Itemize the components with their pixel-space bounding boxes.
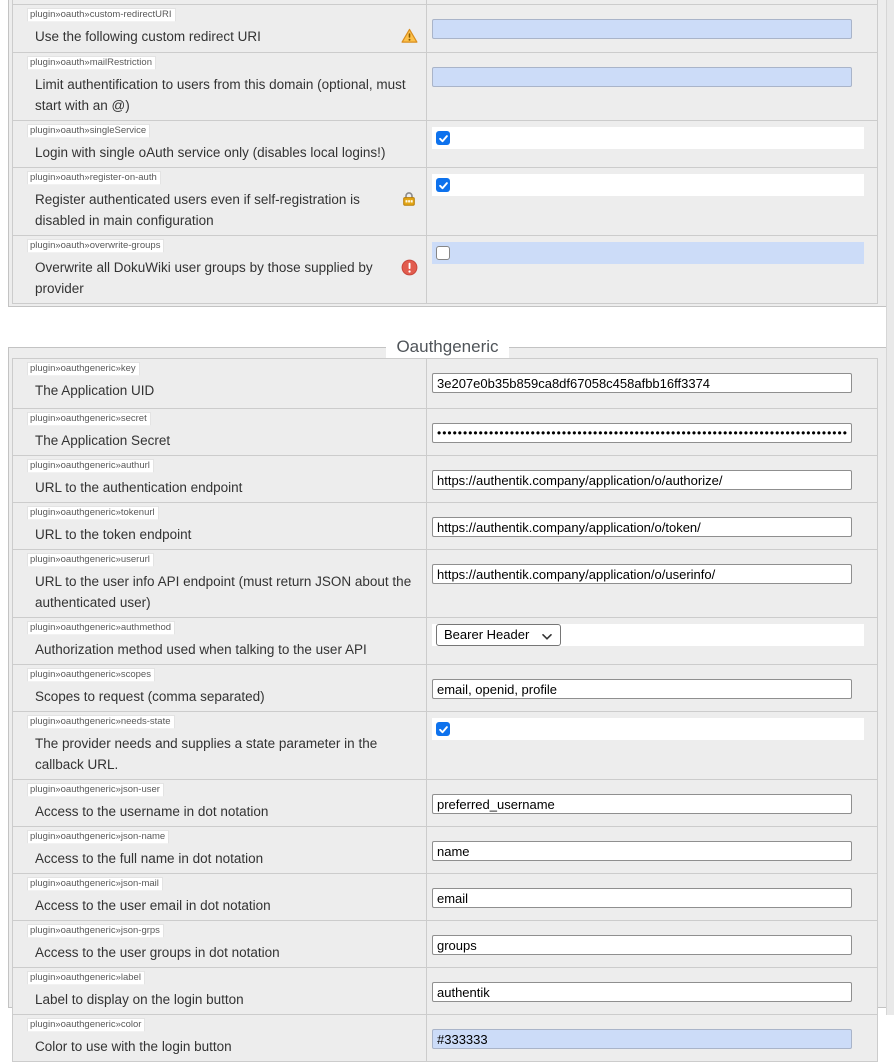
setting-label-cell bbox=[13, 5, 427, 52]
setting-select[interactable] bbox=[436, 624, 561, 646]
setting-label-cell bbox=[13, 456, 427, 502]
checkbox-strip bbox=[432, 718, 864, 740]
setting-label: Login with single oAuth service only (disables local logins!) bbox=[35, 145, 386, 160]
setting-label: Label to display on the login button bbox=[35, 992, 244, 1007]
setting-input[interactable] bbox=[432, 19, 852, 39]
setting-label-cell bbox=[13, 503, 427, 549]
setting-label-cell bbox=[13, 921, 427, 967]
setting-label: Access to the user groups in dot notation bbox=[35, 945, 280, 960]
setting-key: plugin»oauthgeneric»scopes bbox=[27, 668, 155, 682]
setting-key: plugin»oauthgeneric»color bbox=[27, 1018, 145, 1032]
setting-label: URL to the token endpoint bbox=[35, 527, 192, 542]
setting-value-cell bbox=[427, 550, 877, 617]
setting-label-cell bbox=[13, 1015, 427, 1061]
setting-row bbox=[13, 1014, 877, 1061]
chevron-down-icon bbox=[542, 628, 552, 643]
setting-input[interactable] bbox=[432, 373, 852, 393]
setting-label: Scopes to request (comma separated) bbox=[35, 689, 265, 704]
setting-key: plugin»oauth»register-on-auth bbox=[27, 171, 161, 185]
setting-row bbox=[13, 167, 877, 235]
setting-key: plugin»oauth»overwrite-groups bbox=[27, 239, 164, 253]
setting-key: plugin»oauthgeneric»needs-state bbox=[27, 715, 175, 729]
setting-row bbox=[13, 920, 877, 967]
setting-key: plugin»oauthgeneric»json-name bbox=[27, 830, 169, 844]
setting-checkbox[interactable] bbox=[436, 246, 450, 260]
setting-key: plugin»oauthgeneric»tokenurl bbox=[27, 506, 159, 520]
setting-input[interactable] bbox=[432, 423, 852, 443]
warning-icon bbox=[401, 28, 418, 45]
setting-input[interactable] bbox=[432, 841, 852, 861]
setting-key: plugin»oauthgeneric»json-grps bbox=[27, 924, 164, 938]
setting-label: Access to the user email in dot notation bbox=[35, 898, 271, 913]
setting-label: Authorization method used when talking to the user API bbox=[35, 642, 367, 657]
setting-row bbox=[13, 5, 877, 52]
setting-value-cell bbox=[427, 121, 877, 167]
setting-checkbox[interactable] bbox=[436, 131, 450, 145]
setting-row bbox=[13, 617, 877, 664]
setting-key: plugin»oauthgeneric»key bbox=[27, 362, 140, 376]
setting-row bbox=[13, 455, 877, 502]
setting-value-cell bbox=[427, 827, 877, 873]
setting-row bbox=[13, 873, 877, 920]
setting-label: Access to the username in dot notation bbox=[35, 804, 269, 819]
setting-key: plugin»oauth»mailRestriction bbox=[27, 56, 156, 70]
setting-key: plugin»oauthgeneric»json-user bbox=[27, 783, 164, 797]
setting-label: The Application UID bbox=[35, 383, 155, 398]
setting-row bbox=[13, 779, 877, 826]
setting-value-cell bbox=[427, 5, 877, 52]
setting-value-cell bbox=[427, 712, 877, 779]
setting-input[interactable] bbox=[432, 517, 852, 537]
setting-label-cell bbox=[13, 53, 427, 120]
cut-row-value-cell bbox=[427, 0, 877, 4]
setting-row bbox=[13, 502, 877, 549]
setting-row bbox=[13, 967, 877, 1014]
setting-row bbox=[13, 826, 877, 873]
setting-input[interactable] bbox=[432, 679, 852, 699]
setting-row bbox=[13, 52, 877, 120]
setting-row bbox=[13, 664, 877, 711]
setting-value-cell bbox=[427, 968, 877, 1014]
setting-row bbox=[13, 408, 877, 455]
setting-value-cell bbox=[427, 1015, 877, 1061]
setting-value-cell bbox=[427, 409, 877, 455]
setting-row bbox=[13, 235, 877, 303]
setting-input[interactable] bbox=[432, 794, 852, 814]
setting-value-cell bbox=[427, 921, 877, 967]
setting-key: plugin»oauthgeneric»authurl bbox=[27, 459, 154, 473]
settings-table bbox=[12, 358, 878, 1062]
setting-input[interactable] bbox=[432, 470, 852, 490]
setting-input[interactable] bbox=[432, 564, 852, 584]
setting-checkbox[interactable] bbox=[436, 722, 450, 736]
setting-value-cell bbox=[427, 456, 877, 502]
setting-label: Register authenticated users even if self-registration is disabled in main configuration bbox=[35, 192, 360, 228]
setting-label-cell bbox=[13, 968, 427, 1014]
setting-label: Limit authentification to users from this domain (optional, must start with an @) bbox=[35, 77, 406, 113]
setting-value-cell bbox=[427, 53, 877, 120]
setting-label: URL to the authentication endpoint bbox=[35, 480, 243, 495]
setting-label: The Application Secret bbox=[35, 433, 171, 448]
setting-input[interactable] bbox=[432, 935, 852, 955]
setting-label: URL to the user info API endpoint (must return JSON about the authenticated user) bbox=[35, 574, 412, 610]
setting-key: plugin»oauth»custom-redirectURI bbox=[27, 8, 176, 22]
vertical-scrollbar[interactable] bbox=[886, 0, 894, 1015]
setting-key: plugin»oauthgeneric»userurl bbox=[27, 553, 154, 567]
section-title: Oauthgeneric bbox=[386, 336, 508, 358]
setting-label-cell bbox=[13, 550, 427, 617]
setting-label-cell bbox=[13, 827, 427, 873]
setting-value-cell bbox=[427, 874, 877, 920]
setting-value-cell bbox=[427, 168, 877, 235]
setting-label-cell bbox=[13, 121, 427, 167]
setting-input[interactable] bbox=[432, 982, 852, 1002]
setting-label: Overwrite all DokuWiki user groups by those supplied by provider bbox=[35, 260, 373, 296]
setting-value-cell bbox=[427, 236, 877, 303]
setting-key: plugin»oauthgeneric»secret bbox=[27, 412, 151, 426]
error-icon bbox=[401, 259, 418, 276]
setting-value-cell bbox=[427, 359, 877, 408]
setting-row bbox=[13, 359, 877, 408]
setting-key: plugin»oauthgeneric»json-mail bbox=[27, 877, 163, 891]
setting-label: Color to use with the login button bbox=[35, 1039, 232, 1054]
setting-label-cell bbox=[13, 236, 427, 303]
settings-table bbox=[12, 0, 878, 304]
setting-label-cell bbox=[13, 359, 427, 408]
setting-label-cell bbox=[13, 874, 427, 920]
select-value: Bearer Header bbox=[444, 627, 530, 642]
checkbox-strip bbox=[432, 174, 864, 196]
setting-key: plugin»oauthgeneric»label bbox=[27, 971, 145, 985]
setting-label-cell bbox=[13, 665, 427, 711]
setting-key: plugin»oauth»singleService bbox=[27, 124, 150, 138]
checkbox-strip bbox=[432, 242, 864, 264]
setting-row bbox=[13, 120, 877, 167]
setting-label-cell bbox=[13, 780, 427, 826]
select-strip bbox=[432, 624, 864, 646]
setting-value-cell bbox=[427, 503, 877, 549]
setting-label: Use the following custom redirect URI bbox=[35, 29, 261, 44]
setting-value-cell bbox=[427, 780, 877, 826]
setting-label-cell bbox=[13, 409, 427, 455]
setting-label-cell bbox=[13, 168, 427, 235]
config-section-oauth bbox=[8, 0, 887, 307]
setting-input[interactable] bbox=[432, 67, 852, 87]
setting-key: plugin»oauthgeneric»authmethod bbox=[27, 621, 175, 635]
setting-value-cell bbox=[427, 618, 877, 664]
setting-row bbox=[13, 711, 877, 779]
checkbox-strip bbox=[432, 127, 864, 149]
setting-input[interactable] bbox=[432, 888, 852, 908]
setting-label: Access to the full name in dot notation bbox=[35, 851, 264, 866]
lock-icon bbox=[401, 191, 418, 208]
setting-input[interactable] bbox=[432, 1029, 852, 1049]
setting-label: The provider needs and supplies a state parameter in the callback URL. bbox=[35, 736, 378, 772]
cut-row-label-cell bbox=[13, 0, 427, 4]
setting-row bbox=[13, 549, 877, 617]
setting-value-cell bbox=[427, 665, 877, 711]
config-section-oauthgeneric bbox=[8, 337, 887, 1054]
setting-label-cell bbox=[13, 618, 427, 664]
setting-checkbox[interactable] bbox=[436, 178, 450, 192]
setting-label-cell bbox=[13, 712, 427, 779]
